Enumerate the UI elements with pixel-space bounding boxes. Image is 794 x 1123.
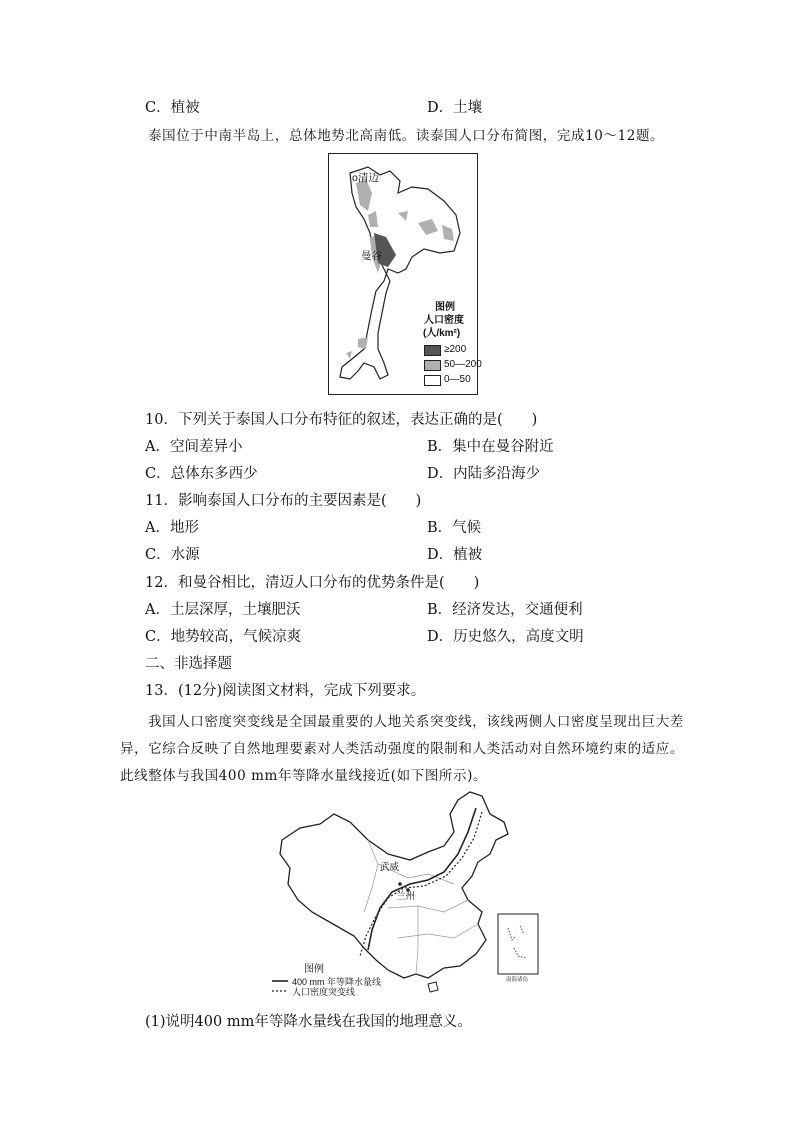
- q12-option-b: B．经济发达，交通便利: [427, 602, 583, 618]
- legend-title: 图例: [435, 302, 455, 313]
- q10-option-d: D．内陆多沿海少: [427, 466, 541, 482]
- q12-stem: 12．和曼谷相比，清迈人口分布的优势条件是( ): [145, 575, 480, 591]
- q12-option-d: D．历史悠久，高度文明: [427, 629, 584, 645]
- china-map-figure: [268, 788, 550, 1000]
- legend-label-low: 0—50: [444, 374, 471, 385]
- section-heading: 二、非选择题: [145, 656, 232, 672]
- china-legend-title: 图例: [304, 964, 324, 975]
- city-lanzhou-label: 兰州: [396, 891, 416, 902]
- legend-swatch-mid: [424, 360, 441, 371]
- q12-option-c: C．地势较高，气候凉爽: [145, 629, 302, 645]
- city-bangkok-label: 曼谷: [361, 250, 382, 262]
- prev-option-d: D．土壤: [427, 100, 483, 116]
- q11-option-c: C．水源: [145, 547, 200, 563]
- legend-swatch-low: [424, 375, 441, 386]
- thailand-population-map: [328, 153, 482, 395]
- q11-option-a: A．地形: [145, 520, 199, 536]
- china-legend-density-line: 人口密度突变线: [292, 987, 356, 997]
- q10-option-b: B．集中在曼谷附近: [427, 439, 554, 455]
- q12-option-a: A．土层深厚，土壤肥沃: [145, 602, 301, 618]
- legend-swatch-high: [424, 345, 441, 356]
- q11-stem: 11．影响泰国人口分布的主要因素是( ): [145, 493, 422, 509]
- material-line-3: 此线整体与我国400 mm年等降水量线接近(如下图所示)。: [120, 768, 488, 784]
- subquestion-1: (1)说明400 mm年等降水量线在我国的地理意义。: [145, 1014, 472, 1030]
- china-outline: [280, 792, 508, 978]
- china-legend-isohyet: 400 mm 年等降水量线: [292, 977, 382, 987]
- q10-option-a: A．空间差异小: [145, 439, 243, 455]
- legend-label-mid: 50—200: [444, 359, 482, 370]
- legend-label-high: ≥200: [444, 344, 467, 355]
- q13-stem: 13．(12分)阅读图文材料，完成下列要求。: [145, 683, 426, 699]
- city-chiangmai-label: o清迈: [352, 172, 379, 184]
- south-china-sea-inset-label: 南海诸岛: [506, 977, 529, 983]
- q10-option-c: C．总体东多西少: [145, 466, 258, 482]
- intro-text: 泰国位于中南半岛上，总体地势北高南低。读泰国人口分布简图，完成10～12题。: [148, 128, 665, 144]
- material-line-1: 我国人口密度突变线是全国最重要的人地关系突变线，该线两侧人口密度呈现出巨大差: [148, 714, 684, 730]
- prev-option-c: C．植被: [145, 100, 200, 116]
- q10-stem: 10．下列关于泰国人口分布特征的叙述，表达正确的是( ): [145, 412, 538, 428]
- city-wuwei-label: 武威: [380, 862, 400, 873]
- legend-subtitle: 人口密度: [424, 315, 464, 326]
- q11-option-b: B．气候: [427, 520, 482, 536]
- q11-option-d: D．植被: [427, 547, 483, 563]
- legend-unit: (人/km²): [423, 328, 461, 339]
- material-line-2: 异，它综合反映了自然地理要素对人类活动强度的限制和人类活动对自然环境约束的适应。: [120, 741, 684, 757]
